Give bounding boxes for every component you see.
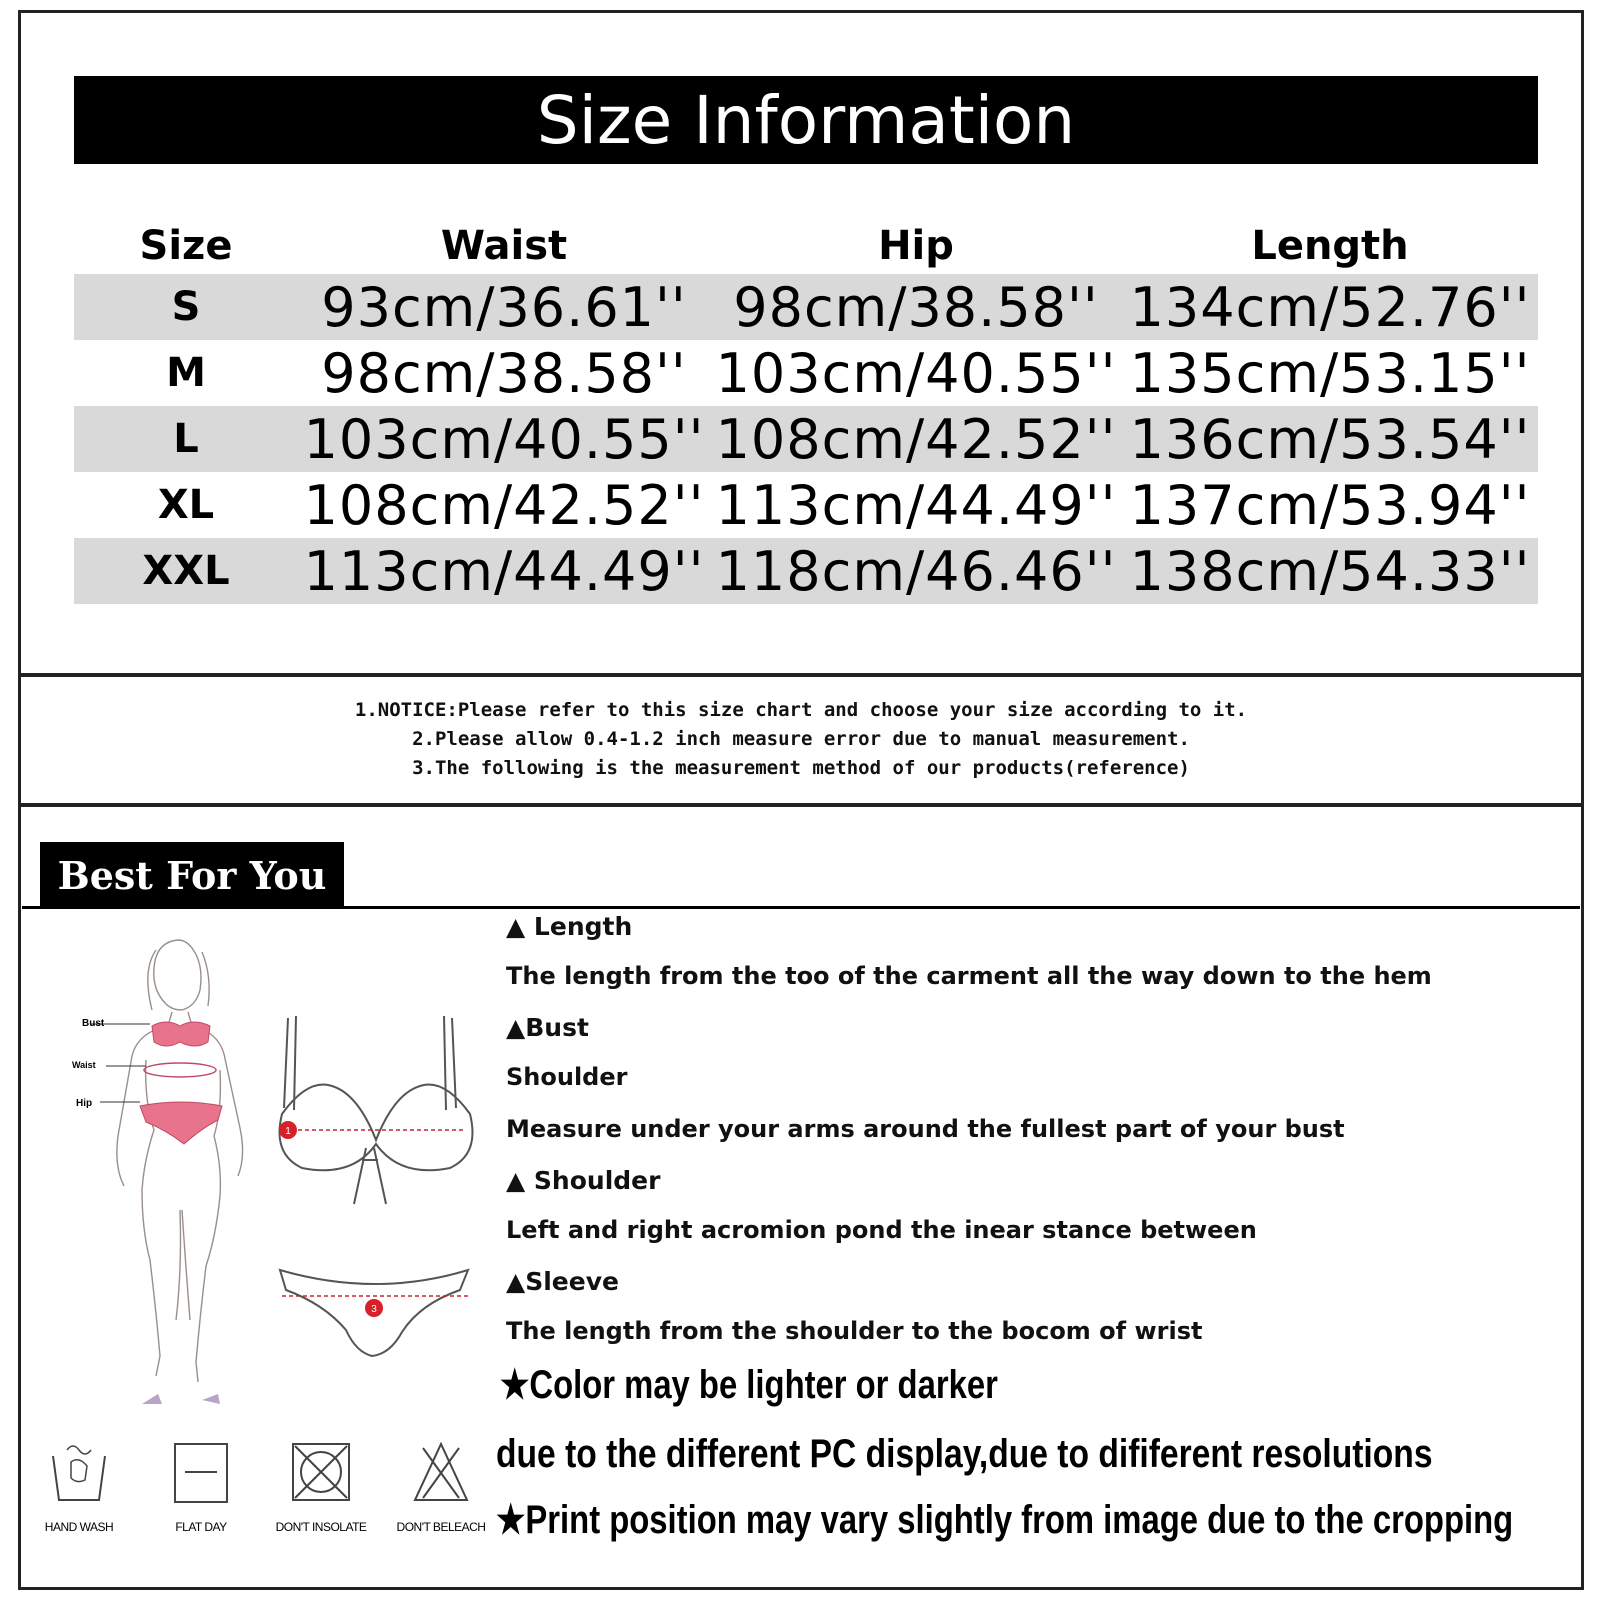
size-table (74, 210, 1538, 604)
length-cell: 138cm/54.33'' (1129, 539, 1531, 603)
waist-cell: 113cm/44.49'' (303, 539, 705, 603)
length-cell: 135cm/53.15'' (1129, 341, 1531, 405)
page-title: Size Information (74, 76, 1538, 164)
description-text: The length from the shoulder to the bocom of wrist (506, 1317, 1203, 1345)
description-text: Measure under your arms around the fullest part of your bust (506, 1115, 1345, 1143)
description-heading: ▲ Shoulder (506, 1166, 661, 1195)
hip-cell: 98cm/38.58'' (733, 275, 1099, 339)
size-cell: XL (157, 482, 215, 528)
size-cell: S (171, 284, 201, 330)
care-label: DON'T BELEACH (396, 1520, 486, 1534)
table-row (74, 472, 1538, 538)
figure-label-bust: Bust (82, 1018, 105, 1029)
care-item (146, 1440, 256, 1534)
description-text: The length from the too of the carment all the way down to the hem (506, 962, 1432, 990)
figure-label-hip: Hip (76, 1098, 93, 1109)
column-header-hip: Hip (878, 223, 954, 269)
color-note: ★Color may be lighter or darker (500, 1363, 998, 1407)
size-cell: M (166, 350, 206, 396)
description-heading: ▲Bust (506, 1013, 589, 1042)
size-cell: XXL (142, 548, 230, 594)
waist-cell: 108cm/42.52'' (303, 473, 705, 537)
model-figure-illustration (60, 920, 280, 1420)
waist-cell: 103cm/40.55'' (303, 407, 705, 471)
bra-diagram (270, 1010, 480, 1210)
notice-line: 3.The following is the measurement method of our products(reference) (412, 757, 1190, 779)
pc-display-note: due to the different PC display,due to dififerent resolutions (496, 1432, 1433, 1476)
table-row (74, 340, 1538, 406)
care-item (24, 1440, 134, 1534)
best-for-you-tab: Best For You (40, 842, 344, 908)
waist-cell: 98cm/38.58'' (321, 341, 687, 405)
care-item (266, 1440, 376, 1534)
length-cell: 136cm/53.54'' (1129, 407, 1531, 471)
table-row (74, 274, 1538, 340)
column-header-waist: Waist (440, 223, 568, 269)
length-cell: 134cm/52.76'' (1129, 275, 1531, 339)
length-cell: 137cm/53.94'' (1129, 473, 1531, 537)
do-not-bleach-icon (409, 1440, 473, 1504)
measurement-descriptions (506, 912, 1566, 1368)
table-row (74, 538, 1538, 604)
panty-marker-label: 3 (371, 1304, 377, 1315)
hand-wash-icon (47, 1440, 111, 1504)
print-position-note: ★Print position may vary slightly from image due to the cropping (496, 1498, 1514, 1542)
column-header-length: Length (1251, 223, 1409, 269)
section-divider (22, 906, 1580, 909)
flat-dry-icon (169, 1440, 233, 1504)
hip-cell: 108cm/42.52'' (715, 407, 1117, 471)
care-label: HAND WASH (44, 1520, 114, 1534)
hip-cell: 118cm/46.46'' (715, 539, 1117, 603)
hip-cell: 103cm/40.55'' (715, 341, 1117, 405)
care-label: FLAT DAY (175, 1520, 227, 1534)
size-cell: L (173, 416, 199, 462)
table-row (74, 406, 1538, 472)
notice-text (18, 696, 1584, 783)
description-heading: ▲Sleeve (506, 1267, 619, 1296)
bra-marker-label: 1 (285, 1126, 291, 1137)
description-heading: ▲ Length (506, 912, 633, 941)
column-header-size: Size (139, 223, 233, 269)
notice-line: 2.Please allow 0.4-1.2 inch measure error due to manual measurement. (412, 728, 1190, 750)
do-not-tumble-icon (289, 1440, 353, 1504)
hip-cell: 113cm/44.49'' (715, 473, 1117, 537)
description-text: Shoulder (506, 1063, 628, 1091)
description-text: Left and right acromion pond the inear stance between (506, 1216, 1257, 1244)
waist-cell: 93cm/36.61'' (321, 275, 687, 339)
notice-line: 1.NOTICE:Please refer to this size chart and choose your size according to it. (354, 699, 1248, 721)
care-item (386, 1440, 496, 1534)
figure-label-waist: Waist (72, 1060, 96, 1070)
table-header-row (74, 210, 1538, 274)
panty-diagram (276, 1262, 476, 1357)
care-label: DON'T INSOLATE (275, 1520, 367, 1534)
